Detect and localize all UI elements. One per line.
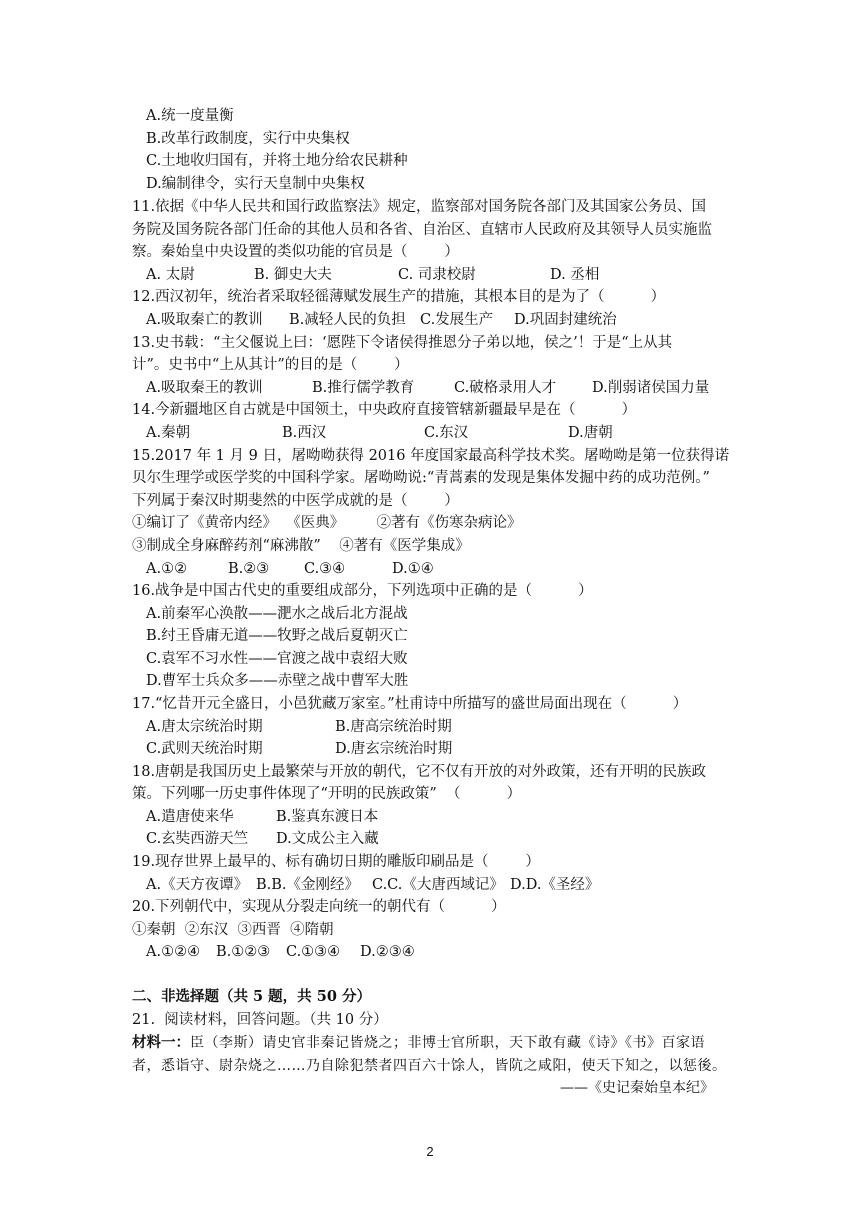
- q11-option-a: A. 太尉: [146, 267, 195, 283]
- material-text: 臣（李斯）请史官非秦记皆烧之；非博士官所职，天下敢有藏《诗》《书》百家语: [190, 1035, 705, 1051]
- q20-option-d: D.②③④: [360, 944, 415, 960]
- q14-option-d: D.唐朝: [568, 425, 613, 441]
- q15-stem-line: 15.2017 年 1 月 9 日，屠呦呦获得 2016 年度国家最高科学技术奖。屠呦呦是第一位获得诺: [132, 448, 730, 464]
- q13-stem-line: 计”。史书中“上从其计”的目的是（ ）: [132, 357, 409, 373]
- q19-option-d: D.D.《圣经》: [510, 877, 600, 893]
- material-line: [132, 1033, 705, 1053]
- q10-option-d: D.编制律令，实行天皇制中央集权: [146, 176, 365, 192]
- q18-option-c: C.玄奘西游天竺: [146, 831, 249, 847]
- q15-option-b: B.②③: [228, 561, 270, 577]
- material-label: 材料一：: [132, 1034, 190, 1051]
- q14-stem-line: 14.今新疆地区自古就是中国领土，中央政府直接管辖新疆最早是在（ ）: [132, 402, 637, 418]
- q12-option-a: A.吸取秦亡的教训: [146, 312, 263, 328]
- q12-option-d: D.巩固封建统治: [514, 312, 617, 328]
- q13-option-d: D.削弱诸侯国力量: [592, 380, 710, 396]
- q19-option-b: B.B.《金刚经》: [256, 877, 360, 893]
- q11-option-d: D. 丞相: [550, 267, 600, 283]
- q17-option-c: C.武则天统治时期: [146, 741, 263, 757]
- q12-stem-line: 12.西汉初年，统治者采取轻徭薄赋发展生产的措施，其根本目的是为了（ ）: [132, 289, 666, 305]
- q15-option-c: C.③④: [304, 561, 346, 577]
- q15-item-line: ①编订了《黄帝内经》 《医典》 ②著有《伤寒杂病论》: [132, 515, 522, 531]
- q19-option-a: A.《天方夜谭》: [146, 877, 249, 893]
- q11-stem-line: 务院及国务院各部门任命的其他人员和各省、自治区、直辖市人民政府及其领导人员实施监: [132, 222, 712, 238]
- q18-option-b: B.鉴真东渡日本: [276, 809, 379, 825]
- q18-option-a: A.遣唐使来华: [146, 809, 234, 825]
- q14-option-a: A.秦朝: [146, 425, 191, 441]
- q12-option-b: B.减轻人民的负担: [289, 312, 406, 328]
- q16-option-b: B.纣王昏庸无道——牧野之战后夏朝灭亡: [146, 628, 408, 644]
- q18-stem-line: 策。下列哪一历史事件体现了“开明的民族政策” （ ）: [132, 786, 522, 802]
- q13-option-a: A.吸取秦王的教训: [146, 380, 263, 396]
- material-source: ——《史记秦始皇本纪》: [560, 1080, 714, 1096]
- page-number: 2: [426, 1144, 434, 1159]
- q16-option-c: C.袁军不习水性——官渡之战中袁绍大败: [146, 651, 408, 667]
- q21-stem-line: 21. 阅读材料，回答问题。（共 10 分）: [132, 1012, 388, 1028]
- q14-option-b: B.西汉: [282, 425, 327, 441]
- q16-option-d: D.曹军士兵众多——赤壁之战中曹军大胜: [146, 673, 409, 689]
- q15-stem-line: 下列属于秦汉时期斐然的中医学成就的是（ ）: [132, 493, 459, 509]
- q20-stem-line: 20.下列朝代中，实现从分裂走向统一的朝代有（ ）: [132, 899, 506, 915]
- q17-stem-line: 17.“忆昔开元全盛日，小邑犹藏万家室。”杜甫诗中所描写的盛世局面出现在（ ）: [132, 696, 688, 712]
- q10-option-b: B.改革行政制度，实行中央集权: [146, 131, 350, 147]
- q15-option-a: A.①②: [146, 561, 188, 577]
- q11-stem-line: 察。秦始皇中央设置的类似功能的官员是（ ）: [132, 244, 459, 260]
- q15-option-d: D.①④: [392, 561, 434, 577]
- q20-option-b: B.①②③: [216, 944, 271, 960]
- q13-option-b: B.推行儒学教育: [312, 380, 415, 396]
- q18-stem-line: 18.唐朝是我国历史上最繁荣与开放的朝代，它不仅有开放的对外政策，还有开明的民族政: [132, 764, 707, 780]
- q13-option-c: C.破格录用人才: [454, 380, 557, 396]
- q14-option-c: C.东汉: [424, 425, 469, 441]
- q15-stem-line: 贝尔生理学或医学奖的中国科学家。屠呦呦说:“青蒿素的发现是集体发掘中药的成功范例。”: [132, 470, 710, 486]
- q10-option-c: C.土地收归国有，并将土地分给农民耕种: [146, 153, 408, 169]
- q17-option-a: A.唐太宗统治时期: [146, 719, 263, 735]
- q17-option-b: B.唐高宗统治时期: [335, 719, 452, 735]
- q10-option-a: A.统一度量衡: [146, 108, 234, 124]
- q16-stem-line: 16.战争是中国古代史的重要组成部分，下列选项中正确的是（ ）: [132, 583, 593, 599]
- q12-option-c: C.发展生产: [420, 312, 494, 328]
- q20-option-a: A.①②④: [146, 944, 201, 960]
- q20-option-c: C.①③④: [286, 944, 341, 960]
- q15-item-line: ③制成全身麻醉药剂“麻沸散” ④著有《医学集成》: [132, 538, 470, 554]
- q19-stem-line: 19.现存世界上最早的、标有确切日期的雕版印刷品是（ ）: [132, 854, 540, 870]
- q11-option-b: B. 御史大夫: [254, 267, 332, 283]
- q20-item-line: ①秦朝 ②东汉 ③西晋 ④隋朝: [132, 922, 334, 938]
- material-text-line: 者，悉诣守、尉杂烧之……乃自除犯禁者四百六十馀人，皆阬之咸阳，使天下知之，以惩後。: [132, 1058, 727, 1074]
- q18-option-d: D.文成公主入藏: [276, 831, 379, 847]
- section-heading: 二、非选择题（共 5 题，共 50 分）: [132, 988, 371, 1005]
- q16-option-a: A.前秦军心涣散——淝水之战后北方混战: [146, 606, 408, 622]
- q11-option-c: C. 司隶校尉: [398, 267, 476, 283]
- q19-option-c: C.C.《大唐西域记》: [372, 877, 504, 893]
- q17-option-d: D.唐玄宗统治时期: [335, 741, 453, 757]
- q11-stem-line: 11.依据《中华人民共和国行政监察法》规定，监察部对国务院各部门及其国家公务员、国: [132, 199, 707, 215]
- q13-stem-line: 13.史书载：“主父偃说上曰：‘愿陛下令诸侯得推恩分子弟以地，侯之’！于是“上从其: [132, 335, 673, 351]
